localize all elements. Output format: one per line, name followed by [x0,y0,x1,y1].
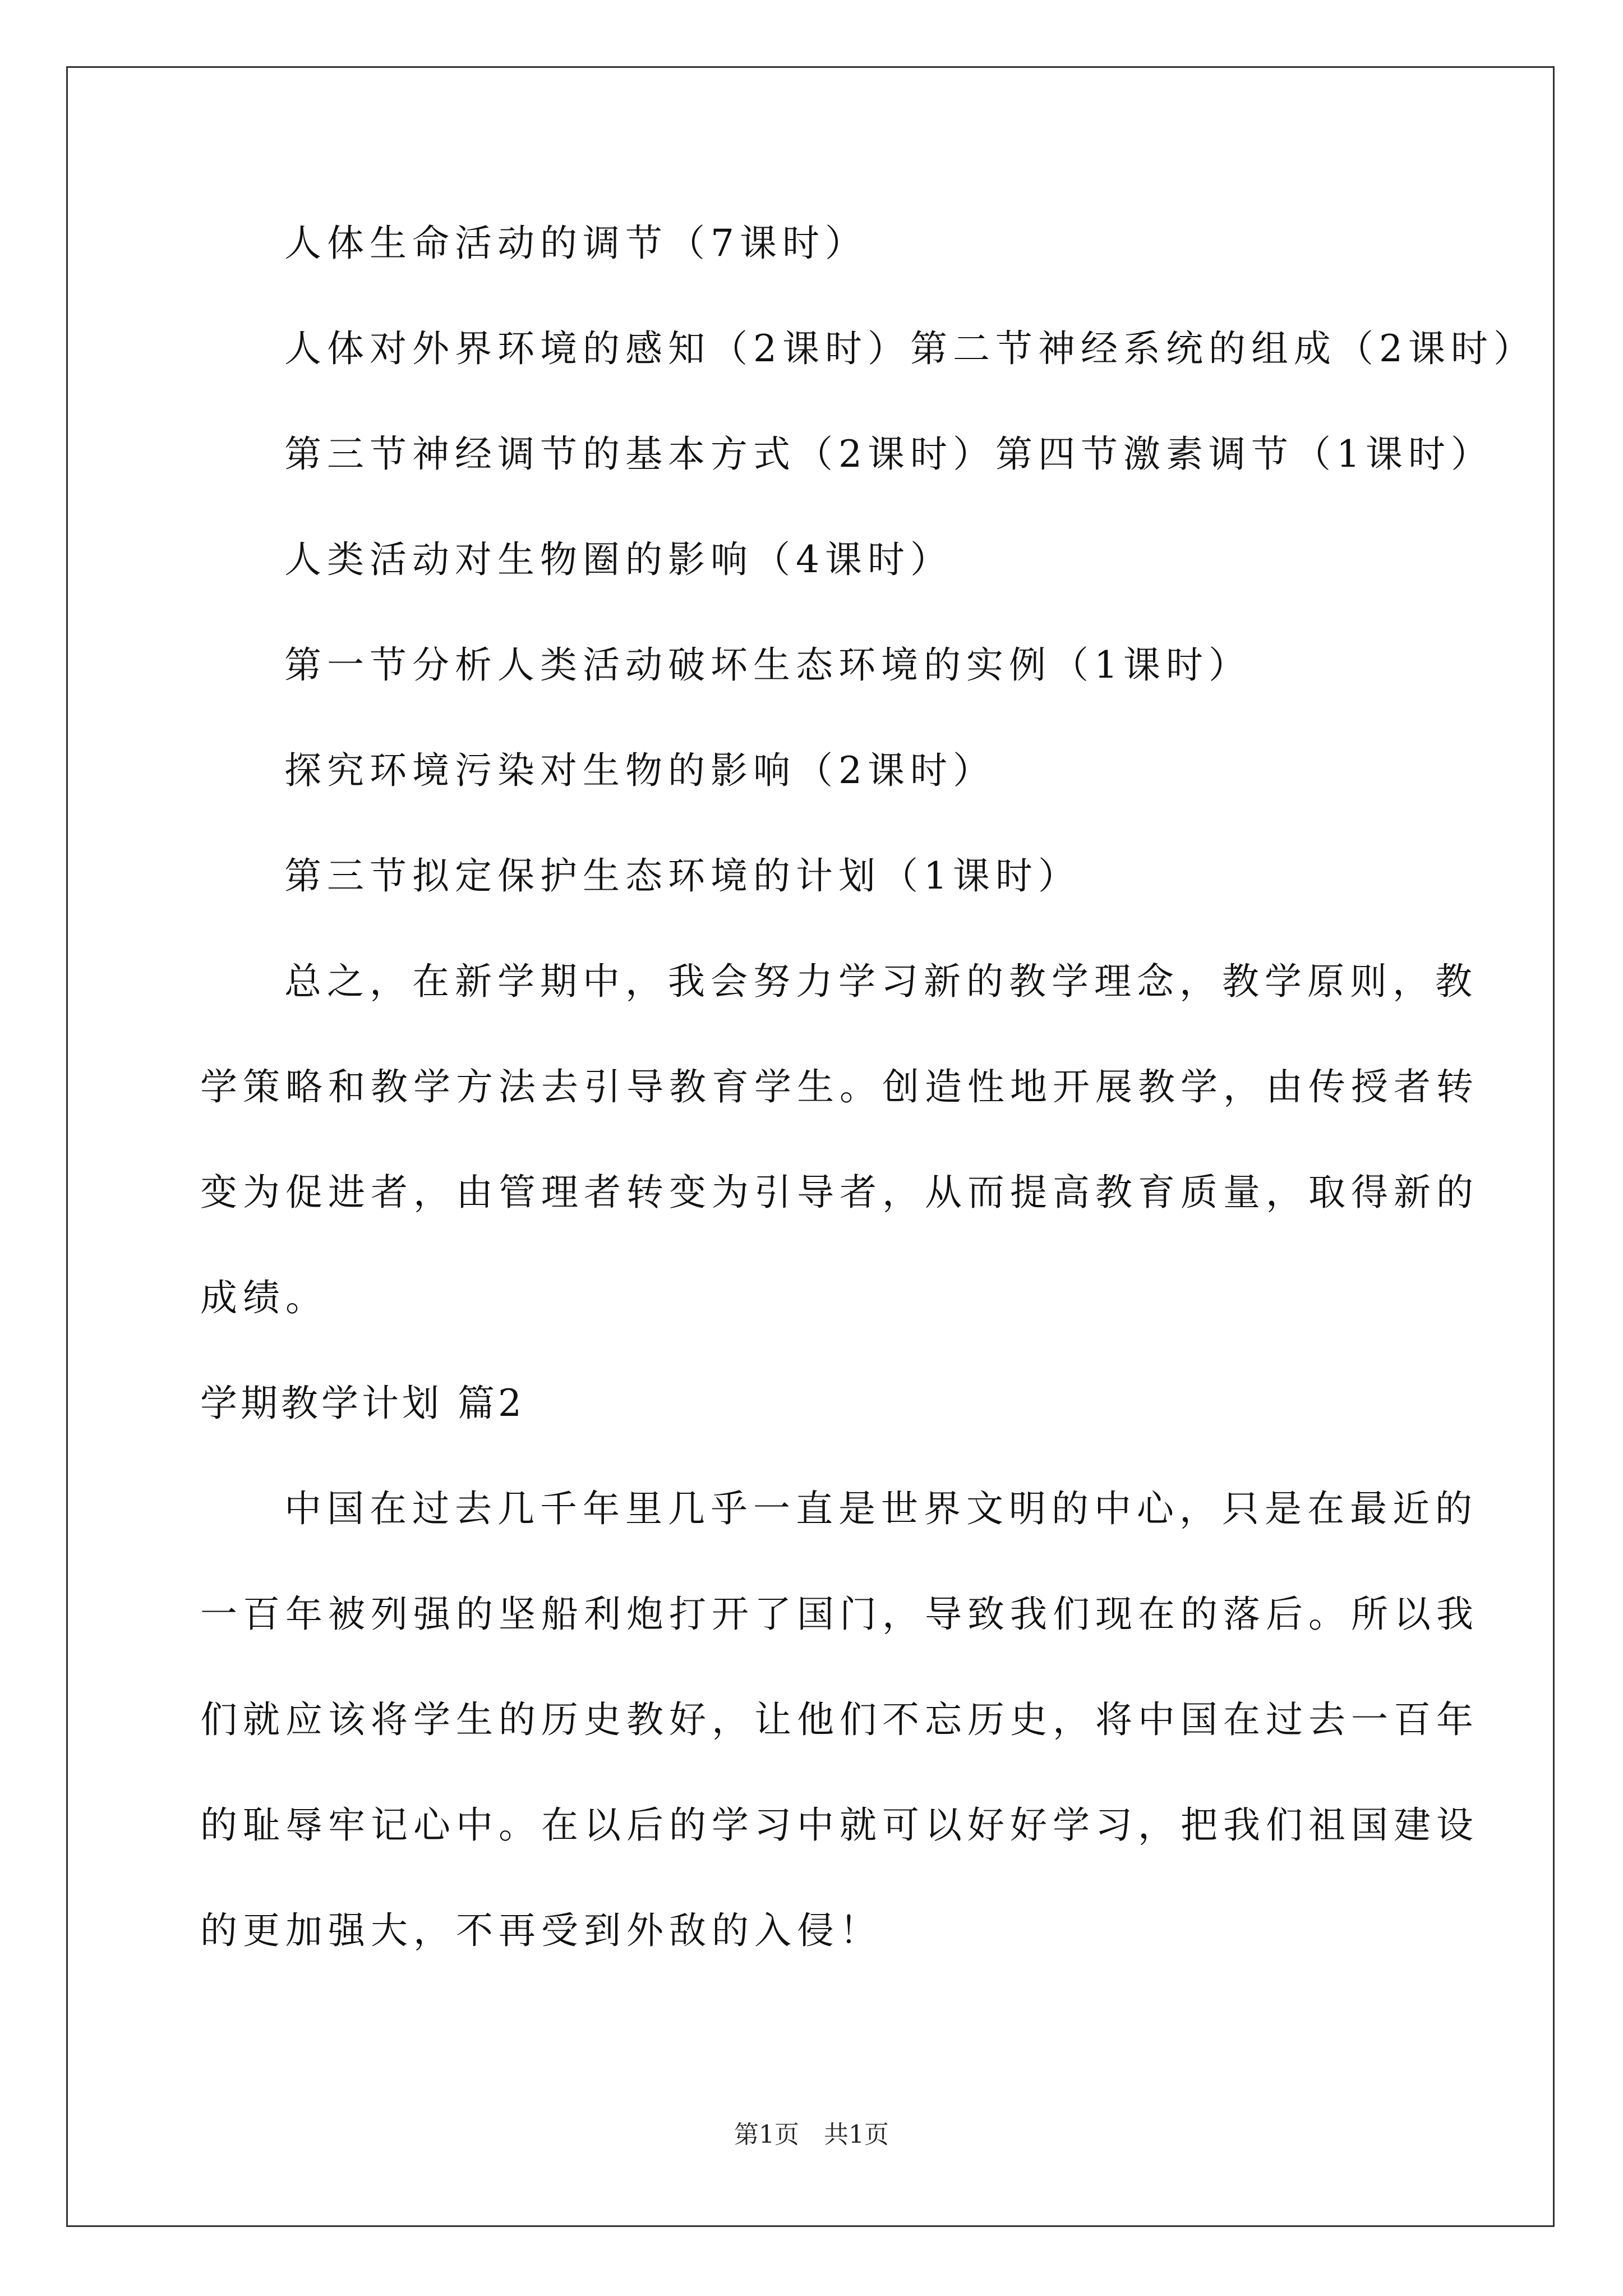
history-line-2: 一百年被列强的坚船利炮打开了国门，导致我们现在的落后。所以我 [200,1593,1479,1636]
outline-line-1: 人体生命活动的调节（7课时） [284,222,868,265]
outline-line-6: 探究环境污染对生物的影响（2课时） [284,749,995,792]
document-body [200,219,1536,2012]
summary-line-4: 成绩。 [200,1276,328,1319]
summary-paragraph [200,957,1479,1323]
outline-line-3: 第三节神经调节的基本方式（2课时）第四节激素调节（1课时） [284,432,1493,476]
section-heading: 学期教学计划 篇2 [200,1382,525,1425]
summary-line-1: 总之，在新学期中，我会努力学习新的教学理念，教学原则，教 [284,960,1478,1003]
history-paragraph [200,1484,1479,1955]
history-line-3: 们就应该将学生的历史教好，让他们不忘历史，将中国在过去一百年 [200,1698,1479,1741]
summary-line-3: 变为促进者，由管理者转变为引导者，从而提高教育质量，取得新的 [200,1171,1479,1214]
outline-line-2: 人体对外界环境的感知（2课时）第二节神经系统的组成（2课时） [284,327,1536,370]
history-line-1: 中国在过去几千年里几乎一直是世界文明的中心，只是在最近的 [284,1487,1478,1530]
summary-line-2: 学策略和教学方法去引导教育学生。创造性地开展教学，由传授者转 [200,1065,1479,1108]
page-footer: 第1页 共1页 [734,2120,889,2149]
outline-line-7: 第三节拟定保护生态环境的计划（1课时） [284,854,1081,898]
history-line-4: 的耻辱牢记心中。在以后的学习中就可以好好学习，把我们祖国建设 [200,1803,1479,1847]
outline-line-5: 第一节分析人类活动破坏生态环境的实例（1课时） [284,643,1251,687]
history-line-5: 的更加强大，不再受到外敌的入侵！ [200,1909,882,1952]
outline-line-4: 人类活动对生物圈的影响（4课时） [284,538,953,581]
